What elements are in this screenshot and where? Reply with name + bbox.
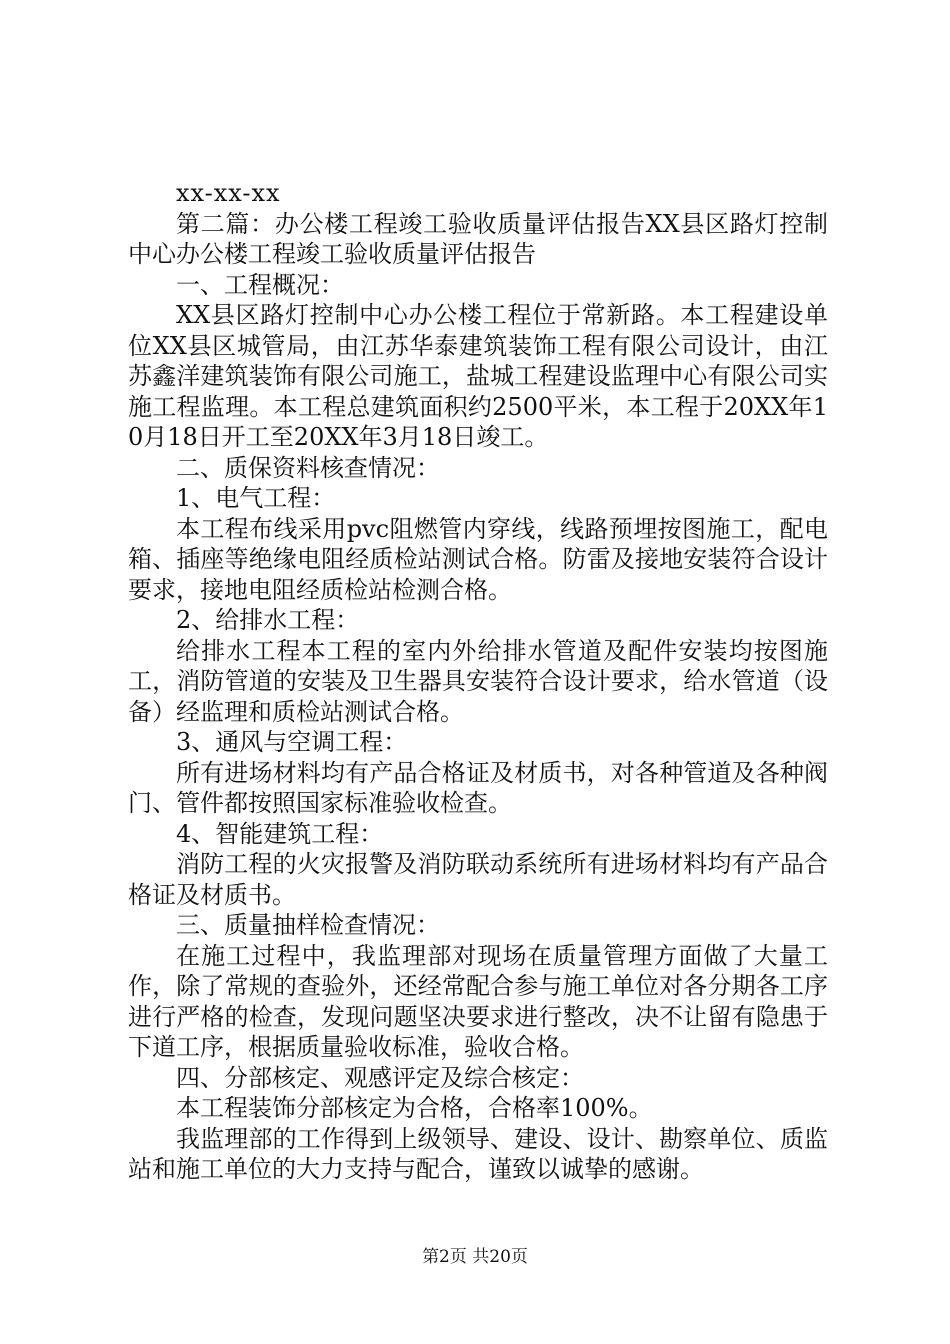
paragraph-electrical: 本工程布线采用pvc阻燃管内穿线，线路预埋按图施工，配电箱、插座等绝缘电阻经质检站测试合格。防雷及接地安装符合设计要求，接地电阻经质检站检测合格。 [128,514,828,604]
heading-smart-building: 4、智能建筑工程： [176,819,384,848]
paragraph-smart-building: 消防工程的火灾报警及消防联动系统所有进场材料均有产品合格证及材质书。 [128,850,828,909]
page-number-footer: 第2页 共20页 [422,1247,528,1267]
paragraph-hvac: 所有进场材料均有产品合格证及材质书，对各种管道及各种阀门、管件都按照国家标准验收检查。 [128,758,828,817]
heading-electrical: 1、电气工程： [176,484,336,512]
heading-sampling: 三、质量抽样检查情况： [176,911,440,939]
paragraph-overview: XX县区路灯控制中心办公楼工程位于常新路。本工程建设单位XX县区城管局，由江苏华泰建筑装饰工程有限公司设计，由江苏鑫洋建筑装饰有限公司施工，盐城工程建设监理中心有限公司实施工程监理。本工程总建筑面积约2500平米，本工程于20XX年10月18日开工至20XX年3月18日竣工。 [128,301,828,451]
paragraph-thanks: 我监理部的工作得到上级领导、建设、设计、勘察单位、质监站和施工单位的大力支持与配合，谨致以诚挚的感谢。 [128,1124,828,1183]
heading-quality-docs: 二、质保资料核查情况： [176,453,440,482]
section-title: 第二篇：办公楼工程竣工验收质量评估报告XX县区路灯控制中心办公楼工程竣工验收质量评估报告 [128,209,828,268]
heading-overview: 一、工程概况： [176,270,344,299]
document-body [128,178,828,1185]
heading-hvac: 3、通风与空调工程： [176,728,408,756]
paragraph-plumbing: 给排水工程本工程的室内外给排水管道及配件安装均按图施工，消防管道的安装及卫生器具安装符合设计要求，给水管道（设备）经监理和质检站测试合格。 [128,636,828,726]
date-line: xx-xx-xx [176,179,281,207]
paragraph-assessment: 本工程装饰分部核定为合格，合格率100%。 [176,1094,653,1122]
heading-plumbing: 2、给排水工程： [176,606,360,634]
paragraph-sampling: 在施工过程中，我监理部对现场在质量管理方面做了大量工作，除了常规的查验外，还经常配合参与施工单位对各分期各工序进行严格的检查，发现问题坚决要求进行整改，决不让留有隐患于下道工序，根据质量验收标准，验收合格。 [128,941,828,1061]
heading-assessment: 四、分部核定、观感评定及综合核定： [176,1063,584,1092]
